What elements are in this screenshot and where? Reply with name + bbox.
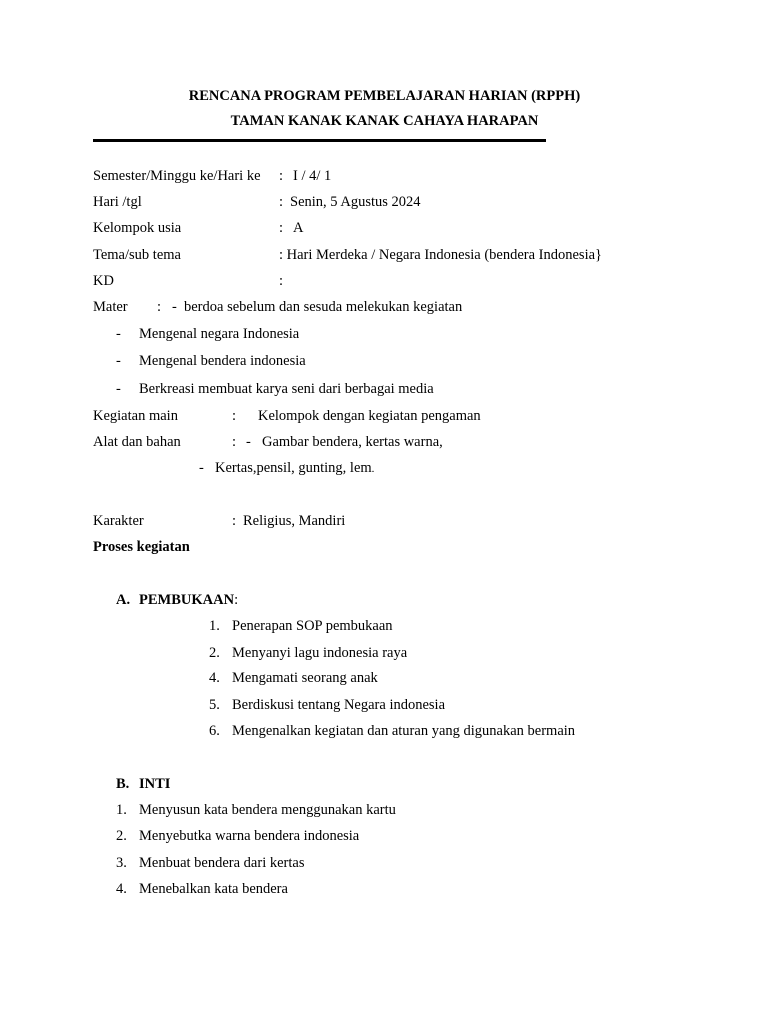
inti-item-number: 3.	[116, 855, 127, 871]
proses-heading: Proses kegiatan	[93, 539, 190, 555]
karakter-label: Karakter	[93, 513, 144, 529]
pembukaan-item: Mengenalkan kegiatan dan aturan yang digunakan bermain	[232, 723, 576, 739]
pembukaan-item-number: 6.	[209, 723, 220, 739]
inti-marker: B.	[116, 776, 130, 792]
materi-item: Berkreasi membuat karya seni dari berbagai media	[139, 381, 434, 397]
alat-label: Alat dan bahan	[93, 434, 181, 450]
pembukaan-item-number: 2.	[209, 645, 220, 661]
materi-item-dash: -	[116, 353, 121, 369]
kd-label: KD	[93, 273, 114, 289]
karakter-value: Religius, Mandiri	[243, 513, 346, 529]
karakter-separator: :	[232, 513, 237, 529]
materi-first-item: berdoa sebelum dan sesuda melekukan kegiatan	[184, 299, 463, 315]
alat-value-1: Gambar bendera, kertas warna,	[262, 434, 443, 450]
pembukaan-item: Menyanyi lagu indonesia raya	[232, 645, 408, 661]
pembukaan-item: Berdiskusi tentang Negara indonesia	[232, 697, 446, 713]
alat-dash: -	[246, 434, 251, 450]
pembukaan-title: PEMBUKAAN	[139, 592, 235, 608]
pembukaan-item-number: 5.	[209, 697, 220, 713]
inti-item-number: 2.	[116, 828, 127, 844]
inti-item: Menyebutka warna bendera indonesia	[139, 828, 360, 844]
hari-separator: :	[279, 194, 284, 210]
pembukaan-item-number: 1.	[209, 618, 220, 634]
alat-value-2	[215, 459, 374, 478]
materi-item: Mengenal negara Indonesia	[139, 326, 300, 342]
semester-separator: :	[279, 168, 284, 184]
kegiatan-main-label: Kegiatan main	[93, 408, 178, 424]
materi-item-dash: -	[116, 381, 121, 397]
kelompok-value: A	[293, 220, 304, 236]
kegiatan-main-separator: :	[232, 408, 237, 424]
kd-separator: :	[279, 273, 284, 289]
pembukaan-item: Penerapan SOP pembukaan	[232, 618, 393, 634]
materi-item-dash: -	[116, 326, 121, 342]
pembukaan-colon: :	[234, 592, 239, 608]
pembukaan-item: Mengamati seorang anak	[232, 670, 378, 686]
document-title: RENCANA PROGRAM PEMBELAJARAN HARIAN (RPPH)	[188, 88, 581, 104]
school-name: TAMAN KANAK KANAK CAHAYA HARAPAN	[230, 113, 539, 129]
materi-dash: -	[172, 299, 177, 315]
materi-label: Mater	[93, 299, 128, 315]
pembukaan-item-number: 4.	[209, 670, 220, 686]
kelompok-separator: :	[279, 220, 284, 236]
pembukaan-marker: A.	[116, 592, 131, 608]
alat-dash: -	[199, 460, 204, 476]
kelompok-label: Kelompok usia	[93, 220, 182, 236]
materi-item: Mengenal bendera indonesia	[139, 353, 306, 369]
alat-value-2-text: Kertas,pensil, gunting, lem	[215, 460, 372, 476]
alat-value-2-period: .	[371, 463, 375, 475]
semester-label: Semester/Minggu ke/Hari ke	[93, 168, 261, 184]
materi-separator: :	[157, 299, 162, 315]
inti-item-number: 4.	[116, 881, 127, 897]
tema-label: Tema/sub tema	[93, 247, 181, 263]
inti-item-number: 1.	[116, 802, 127, 818]
hari-label: Hari /tgl	[93, 194, 142, 210]
pembukaan-heading	[139, 591, 238, 609]
semester-value: I / 4/ 1	[293, 168, 332, 184]
inti-item: Menyusun kata bendera menggunakan kartu	[139, 802, 396, 818]
kegiatan-main-value: Kelompok dengan kegiatan pengaman	[258, 408, 481, 424]
header-divider	[93, 139, 546, 142]
inti-item: Menebalkan kata bendera	[139, 881, 288, 897]
hari-value: Senin, 5 Agustus 2024	[290, 194, 421, 210]
alat-separator: :	[232, 434, 237, 450]
inti-item: Menbuat bendera dari kertas	[139, 855, 305, 871]
inti-title: INTI	[139, 776, 171, 792]
tema-value: : Hari Merdeka / Negara Indonesia (bendera Indonesia}	[279, 247, 603, 263]
